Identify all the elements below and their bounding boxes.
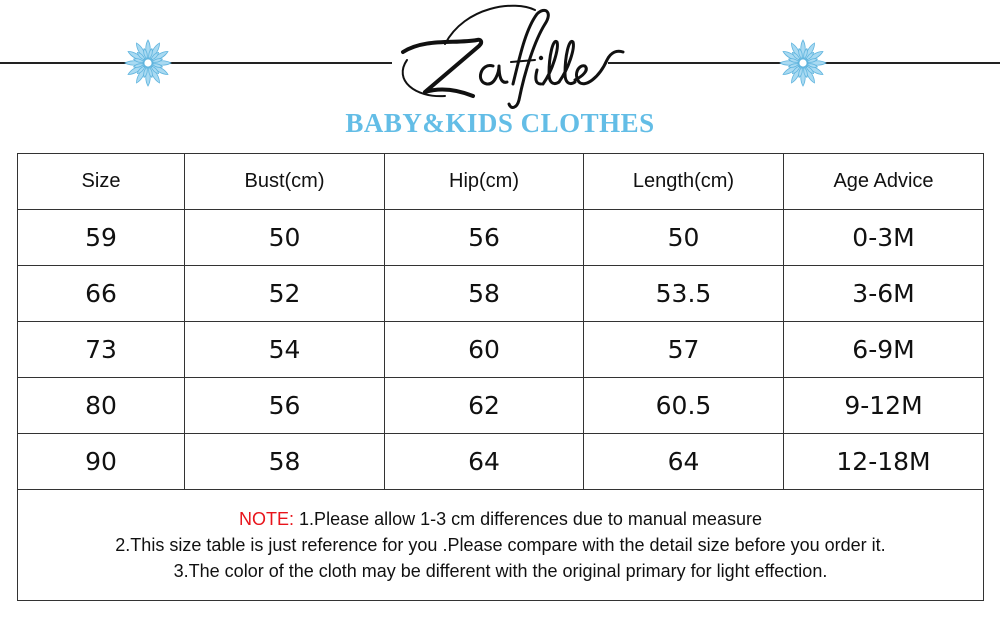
age-advice-cell: 6-9M — [784, 322, 984, 378]
column-header-hip: Hip(cm) — [385, 154, 584, 210]
age-advice-cell: 0-3M — [784, 210, 984, 266]
size-cell: 80 — [18, 378, 185, 434]
table-header-row — [18, 154, 984, 210]
hip-cell: 56 — [385, 210, 584, 266]
hip-cell: 60 — [385, 322, 584, 378]
age-advice-cell: 9-12M — [784, 378, 984, 434]
length-cell: 53.5 — [584, 266, 784, 322]
column-header-length: Length(cm) — [584, 154, 784, 210]
bust-cell: 54 — [185, 322, 385, 378]
logo-text: Zafille — [395, 16, 398, 17]
note-line-1 — [18, 506, 983, 532]
header-divider-left — [0, 62, 392, 64]
note-text-1: 1.Please allow 1-3 cm differences due to manual measure — [294, 509, 762, 529]
size-cell: 73 — [18, 322, 185, 378]
size-cell: 90 — [18, 434, 185, 490]
table-row — [18, 266, 984, 322]
size-cell: 59 — [18, 210, 185, 266]
size-table — [17, 153, 984, 601]
note-line-3: 3.The color of the cloth may be different with the original primary for light effection. — [173, 561, 828, 581]
column-header-age-advice: Age Advice — [784, 154, 984, 210]
note-row — [18, 490, 984, 601]
bust-cell: 50 — [185, 210, 385, 266]
bust-cell: 56 — [185, 378, 385, 434]
age-advice-cell: 12-18M — [784, 434, 984, 490]
length-cell: 50 — [584, 210, 784, 266]
note-label: NOTE: — [239, 509, 295, 529]
table-row — [18, 378, 984, 434]
length-cell: 64 — [584, 434, 784, 490]
table-row — [18, 322, 984, 378]
hip-cell: 58 — [385, 266, 584, 322]
hip-cell: 64 — [385, 434, 584, 490]
note-line-2: 2.This size table is just reference for you .Please compare with the detail size before you order it. — [115, 535, 886, 555]
tagline: BABY&KIDS CLOTHES — [345, 108, 655, 138]
snowflake-flower-icon — [123, 38, 173, 88]
length-cell: 60.5 — [584, 378, 784, 434]
table-row — [18, 434, 984, 490]
length-cell: 57 — [584, 322, 784, 378]
note-cell — [18, 490, 984, 601]
table-row — [18, 210, 984, 266]
bust-cell: 58 — [185, 434, 385, 490]
column-header-bust: Bust(cm) — [185, 154, 385, 210]
snowflake-flower-icon — [778, 38, 828, 88]
age-advice-cell: 3-6M — [784, 266, 984, 322]
size-cell: 66 — [18, 266, 185, 322]
zafille-logo — [385, 0, 625, 112]
hip-cell: 62 — [385, 378, 584, 434]
column-header-size: Size — [18, 154, 185, 210]
bust-cell: 52 — [185, 266, 385, 322]
